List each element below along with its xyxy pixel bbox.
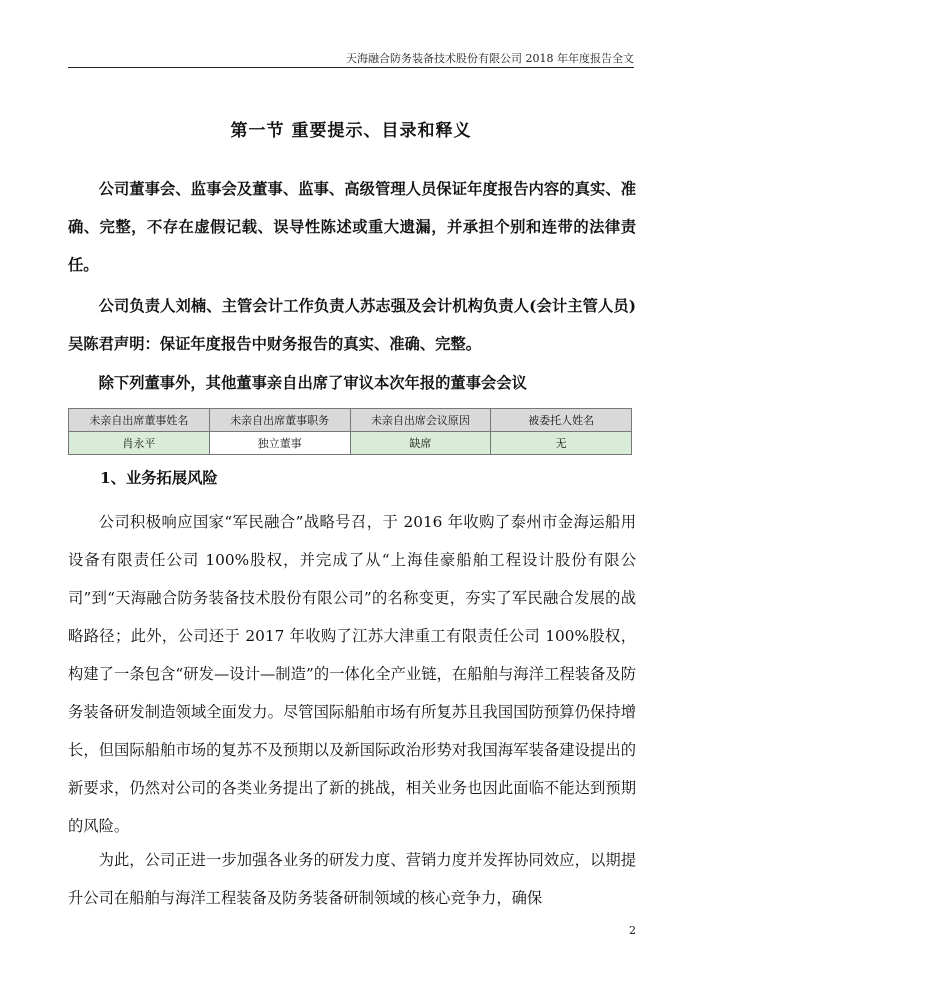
section-title: 第一节 重要提示、目录和释义 <box>230 121 472 141</box>
header-text: 天海融合防务装备技术股份有限公司 2018 年年度报告全文 <box>346 52 634 65</box>
absent-directors-intro: 除下列董事外，其他董事亲自出席了审议本次年报的董事会会议 <box>98 374 527 392</box>
responsibility-paragraph: 公司负责人刘楠、主管会计工作负责人苏志强及会计机构负责人(会计主管人员)吴陈君声明：保证年度报告中财务报告的真实、准确、完整。 <box>68 297 636 353</box>
header-rule <box>68 67 634 68</box>
table-cell: 肖永平 <box>69 432 210 455</box>
statement-paragraph: 公司董事会、监事会及董事、监事、高级管理人员保证年度报告内容的真实、准确、完整，不存在虚假记载、误导性陈述或重大遗漏，并承担个别和连带的法律责任。 <box>68 180 636 274</box>
measures-paragraph: 为此，公司正进一步加强各业务的研发力度、营销力度并发挥协同效应，以期提升公司在船舶与海洋工程装备及防务装备研制领域的核心竞争力，确保 <box>68 851 636 907</box>
table-cell: 独立董事 <box>209 432 350 455</box>
table-header-row <box>69 409 632 432</box>
page-number: 2 <box>629 924 636 937</box>
table-header-cell: 未亲自出席会议原因 <box>350 409 491 432</box>
table-header-cell: 被委托人姓名 <box>491 409 632 432</box>
table-cell: 无 <box>491 432 632 455</box>
table-header-cell: 未亲自出席董事职务 <box>209 409 350 432</box>
absent-directors-table <box>68 408 632 455</box>
table-cell: 缺席 <box>350 432 491 455</box>
risk-paragraph: 公司积极响应国家“军民融合”战略号召，于 2016 年收购了泰州市金海运船用设备有限责任公司 100%股权，并完成了从“上海佳豪船舶工程设计股份有限公司”到“天海融合防务装备技术股份有限公司”的名称变更，夯实了军民融合发展的战略路径；此外，公司还于 2017 年收购了江苏大津重工有限责任公司 100%股权，构建了一条包含“研发—设计—制造”的一体化全产业链，在船舶与海洋工程装备及防务装备研发制造领域全面发力。尽管国际船舶市场有所复苏且我国国防预算仍保持增长，但国际船舶市场的复苏不及预期以及新国际政治形势对我国海军装备建设提出的新要求，仍然对公司的各类业务提出了新的挑战，相关业务也因此面临不能达到预期的风险。 <box>68 513 636 835</box>
risk-heading: 1、业务拓展风险 <box>100 469 218 487</box>
table-header-cell: 未亲自出席董事姓名 <box>69 409 210 432</box>
table-row <box>69 432 632 455</box>
